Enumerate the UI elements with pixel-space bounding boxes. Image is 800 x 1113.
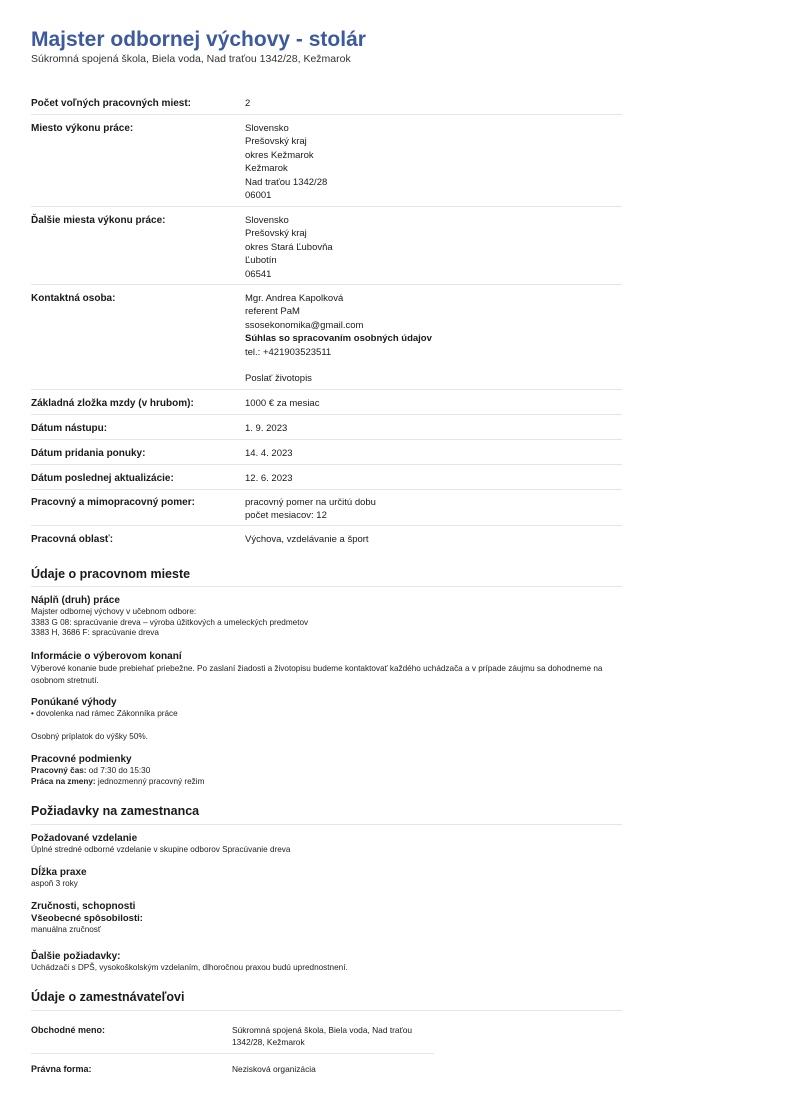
experience-block — [31, 867, 631, 890]
selection-title: Informácie o výberovom konaní — [31, 651, 182, 662]
benefits-block — [31, 697, 631, 742]
experience-text — [31, 879, 631, 890]
section-title-employer: Údaje o zamestnávateľovi — [31, 990, 185, 1004]
detail-row-positions — [31, 90, 622, 115]
shift-work — [31, 777, 631, 788]
address-line: Nad traťou 1342/28 — [245, 176, 328, 188]
duties-line: 3383 H, 3686 F: spracúvanie dreva — [31, 628, 159, 638]
education-title: Požadované vzdelanie — [31, 833, 138, 844]
detail-label: Počet voľných pracovných miest: — [31, 98, 192, 109]
skills-title: Zručnosti, schopnosti — [31, 901, 136, 912]
shift-work-label: Práca na zmeny: — [31, 776, 96, 786]
shift-work-value: jednozmenný pracovný režim — [95, 776, 205, 786]
employment-line: pracovný pomer na určitú dobu — [245, 497, 376, 508]
contact-email[interactable]: ssosekonomika@gmail.com — [245, 319, 364, 331]
detail-row-added-date — [31, 440, 622, 465]
detail-row-location — [31, 115, 622, 207]
page-subtitle: Súkromná spojená škola, Biela voda, Nad traťou 1342/28, Kežmarok — [31, 53, 351, 65]
education-value: Úplné stredné odborné vzdelanie v skupine odborov Spracúvanie dreva — [31, 845, 291, 854]
address-line: okres Stará Ľubovňa — [245, 241, 333, 253]
address-line: okres Kežmarok — [245, 149, 314, 161]
detail-value — [245, 292, 432, 385]
duties-block — [31, 595, 631, 639]
skills-block — [31, 901, 631, 936]
benefits-text — [31, 709, 631, 742]
benefit-note: Osobný príplatok do výšky 50%. — [31, 731, 148, 741]
spacer — [245, 359, 432, 372]
conditions-block — [31, 754, 631, 787]
employer-table — [31, 1013, 434, 1084]
employer-value — [232, 1024, 412, 1048]
conditions-title: Pracovné podmienky — [31, 754, 132, 765]
duties-line: 3383 G 08: spracúvanie dreva – výroba úžitkových a umeleckých predmetov — [31, 617, 309, 627]
address-line: Prešovský kraj — [245, 136, 307, 148]
detail-value: 1. 9. 2023 — [245, 423, 288, 434]
benefits-title: Ponúkané výhody — [31, 697, 117, 708]
address-line: Ľubotín — [245, 255, 277, 267]
detail-label: Pracovný a mimopracovný pomer: — [31, 497, 195, 508]
detail-row-employment — [31, 490, 622, 526]
benefit-item: • dovolenka nad rámec Zákonníka práce — [31, 709, 178, 718]
section-title-requirements: Požiadavky na zamestnanca — [31, 804, 200, 818]
section-divider — [31, 586, 622, 587]
employer-row-legal-form — [31, 1054, 434, 1084]
address-line: Slovensko — [245, 123, 289, 134]
detail-value — [245, 122, 327, 202]
detail-value — [245, 496, 376, 523]
contact-name: Mgr. Andrea Kapolková — [245, 293, 344, 304]
education-block — [31, 833, 631, 856]
working-hours-label: Pracovný čas: — [31, 766, 87, 775]
detail-value: Výchova, vzdelávanie a šport — [245, 534, 369, 545]
skills-subtitle: Všeobecné spôsobilosti: — [31, 913, 143, 924]
detail-label: Ďalšie miesta výkonu práce: — [31, 215, 166, 226]
section-divider — [31, 1010, 622, 1011]
other-requirements-title: Ďalšie požiadavky: — [31, 951, 121, 962]
detail-value: 2 — [245, 98, 251, 109]
employer-name-line: 1342/28, Kežmarok — [232, 1037, 305, 1047]
detail-row-other-location — [31, 207, 622, 285]
detail-row-start-date — [31, 415, 622, 440]
job-details-table — [31, 90, 622, 550]
experience-value: aspoň 3 roky — [31, 879, 78, 888]
detail-value: 12. 6. 2023 — [245, 473, 293, 484]
detail-label: Pracovná oblasť: — [31, 534, 114, 545]
detail-label: Dátum poslednej aktualizácie: — [31, 473, 174, 484]
contact-role: referent PaM — [245, 306, 300, 318]
employer-row-name — [31, 1013, 434, 1054]
selection-text: Výberové konanie bude prebiehať priebežne. Po zaslaní žiadosti a životopisu budeme kontaktovať každého uchádzača a v prípade záujmu sa dohodneme na osobnom stretnutí. — [31, 664, 603, 685]
detail-row-salary — [31, 390, 622, 415]
detail-value: 14. 4. 2023 — [245, 448, 293, 459]
section-divider — [31, 824, 622, 825]
working-hours-value: od 7:30 do 15:30 — [86, 766, 151, 775]
other-requirements-text — [31, 963, 631, 974]
skills-value: manuálna zručnosť — [31, 925, 101, 934]
employer-name-line: Súkromná spojená škola, Biela voda, Nad traťou — [232, 1025, 413, 1035]
experience-title: Dĺžka praxe — [31, 867, 87, 878]
duties-line: Majster odbornej výchovy v učebnom odbore: — [31, 607, 197, 616]
detail-label: Miesto výkonu práce: — [31, 123, 134, 134]
address-line: 06001 — [245, 190, 272, 202]
address-line: Slovensko — [245, 215, 289, 226]
contact-phone[interactable]: tel.: +421903523511 — [245, 346, 332, 358]
duties-title: Náplň (druh) práce — [31, 595, 120, 606]
detail-label: Kontaktná osoba: — [31, 293, 116, 304]
address-line: 06541 — [245, 268, 272, 280]
duties-text — [31, 607, 631, 639]
consent-link[interactable]: Súhlas so spracovaním osobných údajov — [245, 333, 432, 345]
page-title: Majster odbornej výchovy - stolár — [31, 28, 366, 51]
conditions-text — [31, 766, 631, 787]
employer-label: Právna forma: — [31, 1064, 92, 1074]
detail-value: 1000 € za mesiac — [245, 398, 320, 409]
employer-label: Obchodné meno: — [31, 1025, 105, 1035]
skills-text — [31, 925, 631, 936]
working-hours — [31, 766, 631, 777]
address-line: Kežmarok — [245, 163, 288, 175]
detail-label: Základná zložka mzdy (v hrubom): — [31, 398, 194, 409]
education-text — [31, 845, 631, 856]
detail-label: Dátum pridania ponuky: — [31, 448, 146, 459]
employer-value: Nezisková organizácia — [232, 1064, 316, 1074]
employment-line: počet mesiacov: 12 — [245, 510, 327, 522]
detail-value — [245, 214, 333, 281]
selection-block — [31, 651, 631, 687]
other-requirements-block — [31, 951, 631, 974]
address-line: Prešovský kraj — [245, 228, 307, 240]
other-requirements-value: Uchádzači s DPŠ, vysokoškolským vzdelaním, dlhoročnou praxou budú uprednostnení. — [31, 963, 348, 972]
section-title-job: Údaje o pracovnom mieste — [31, 567, 191, 581]
detail-row-updated-date — [31, 465, 622, 490]
detail-label: Dátum nástupu: — [31, 423, 108, 434]
send-cv-link[interactable]: Poslať životopis — [245, 373, 312, 385]
detail-row-contact — [31, 285, 622, 390]
detail-row-field — [31, 526, 622, 550]
